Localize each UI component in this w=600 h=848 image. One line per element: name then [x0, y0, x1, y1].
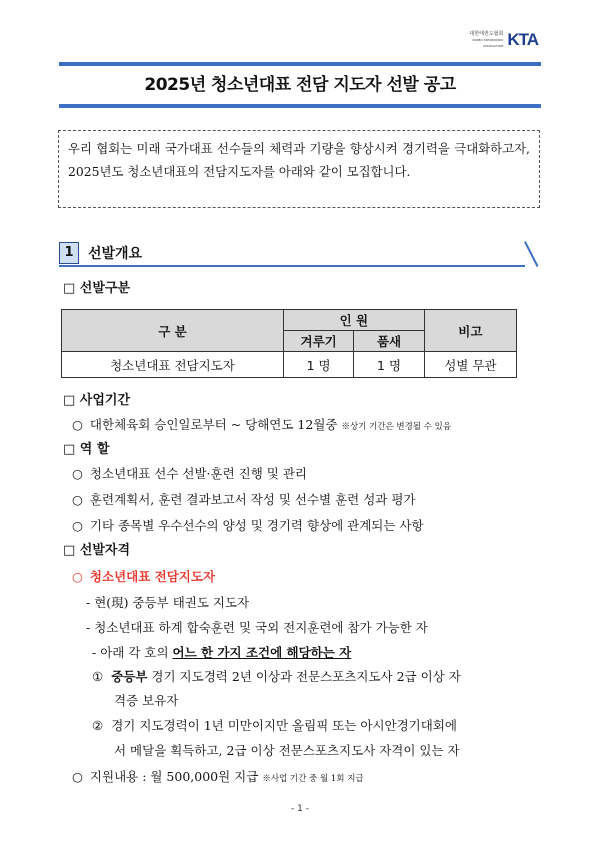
- cell-poomsae: 1 명: [354, 352, 424, 378]
- col-category: 구 분: [62, 310, 284, 352]
- intro-box: 우리 협회는 미래 국가대표 선수들의 체력과 기량을 향상시켜 경기력을 극대화하고자, 2025년도 청소년대표의 전담지도자를 아래와 같이 모집합니다.: [58, 130, 540, 208]
- selection-heading: □ 선발구분: [63, 281, 131, 296]
- cell-note: 성별 무관: [424, 352, 516, 378]
- period-note: ※상기 기간은 변경될 수 있음: [341, 422, 452, 432]
- org-name: 대한태권도협회 KOREA TAEKWONDO ASSOCIATION: [469, 31, 504, 48]
- period-heading: □ 사업기간: [63, 393, 131, 408]
- section-number: 1: [59, 242, 79, 264]
- selection-table: [61, 309, 517, 378]
- qualification-heading: □ 선발자격: [63, 543, 131, 558]
- cell-kyorugi: 1 명: [283, 352, 353, 378]
- roles-heading: □ 역 할: [63, 442, 110, 457]
- cell-category: 청소년대표 전담지도자: [62, 352, 284, 378]
- support-line: ○ 지원내용 : 월 500,000원 지급 ※사업 기간 중 월 1회 지급: [72, 769, 364, 784]
- page-number: - 1 -: [291, 804, 309, 814]
- role-item: ○ 청소년대표 선수 선발·훈련 진행 및 관리: [72, 466, 307, 481]
- section-slash: [524, 241, 538, 267]
- col-kyorugi: 겨루기: [283, 331, 353, 352]
- qualification-item-1: ① 중등부 경기 지도경력 2년 이상과 전문스포츠지도사 2급 이상 자: [92, 669, 461, 684]
- period-line: ○ 대한체육회 승인일로부터 ~ 당해연도 12월중 ※상기 기간은 변경될 수 있음: [72, 417, 452, 432]
- qualification-item-2: ② 경기 지도경력이 1년 미만이지만 올림픽 또는 아시안경기대회에: [92, 718, 457, 733]
- page-title: 2025년 청소년대표 전담 지도자 선발 공고: [144, 75, 456, 95]
- role-item: ○ 기타 종목별 우수선수의 양성 및 경기력 향상에 관계되는 사항: [72, 518, 424, 533]
- role-item: ○ 훈련계획서, 훈련 결과보고서 작성 및 선수별 훈련 성과 평가: [72, 492, 416, 507]
- title-top-bar: [59, 62, 541, 66]
- col-poomsae: 품새: [354, 331, 424, 352]
- col-people: 인 원: [283, 310, 424, 331]
- section-title: 선발개요: [88, 246, 143, 262]
- qualification-item-1-cont: 격증 보유자: [114, 693, 179, 708]
- qualification-dash-3: - 아래 각 호의 어느 한 가지 조건에 해당하는 자: [92, 645, 352, 660]
- qualification-item-2-cont: 서 메달을 획득하고, 2급 이상 전문스포츠지도사 자격이 있는 자: [114, 743, 460, 758]
- support-note: ※사업 기간 중 월 1회 지급: [262, 774, 364, 784]
- org-logo: [469, 30, 538, 50]
- title-bottom-bar: [59, 104, 541, 108]
- qualification-dash-2: - 청소년대표 하계 합숙훈련 및 국외 전지훈련에 참가 가능한 자: [86, 620, 428, 635]
- qualification-dash-1: - 현(現) 중등부 태권도 지도자: [86, 595, 250, 610]
- section-underline: [59, 265, 525, 267]
- col-note: 비고: [424, 310, 516, 352]
- kta-logo-mark: KTA: [507, 30, 538, 49]
- qualification-target: ○ 청소년대표 전담지도자: [72, 569, 216, 584]
